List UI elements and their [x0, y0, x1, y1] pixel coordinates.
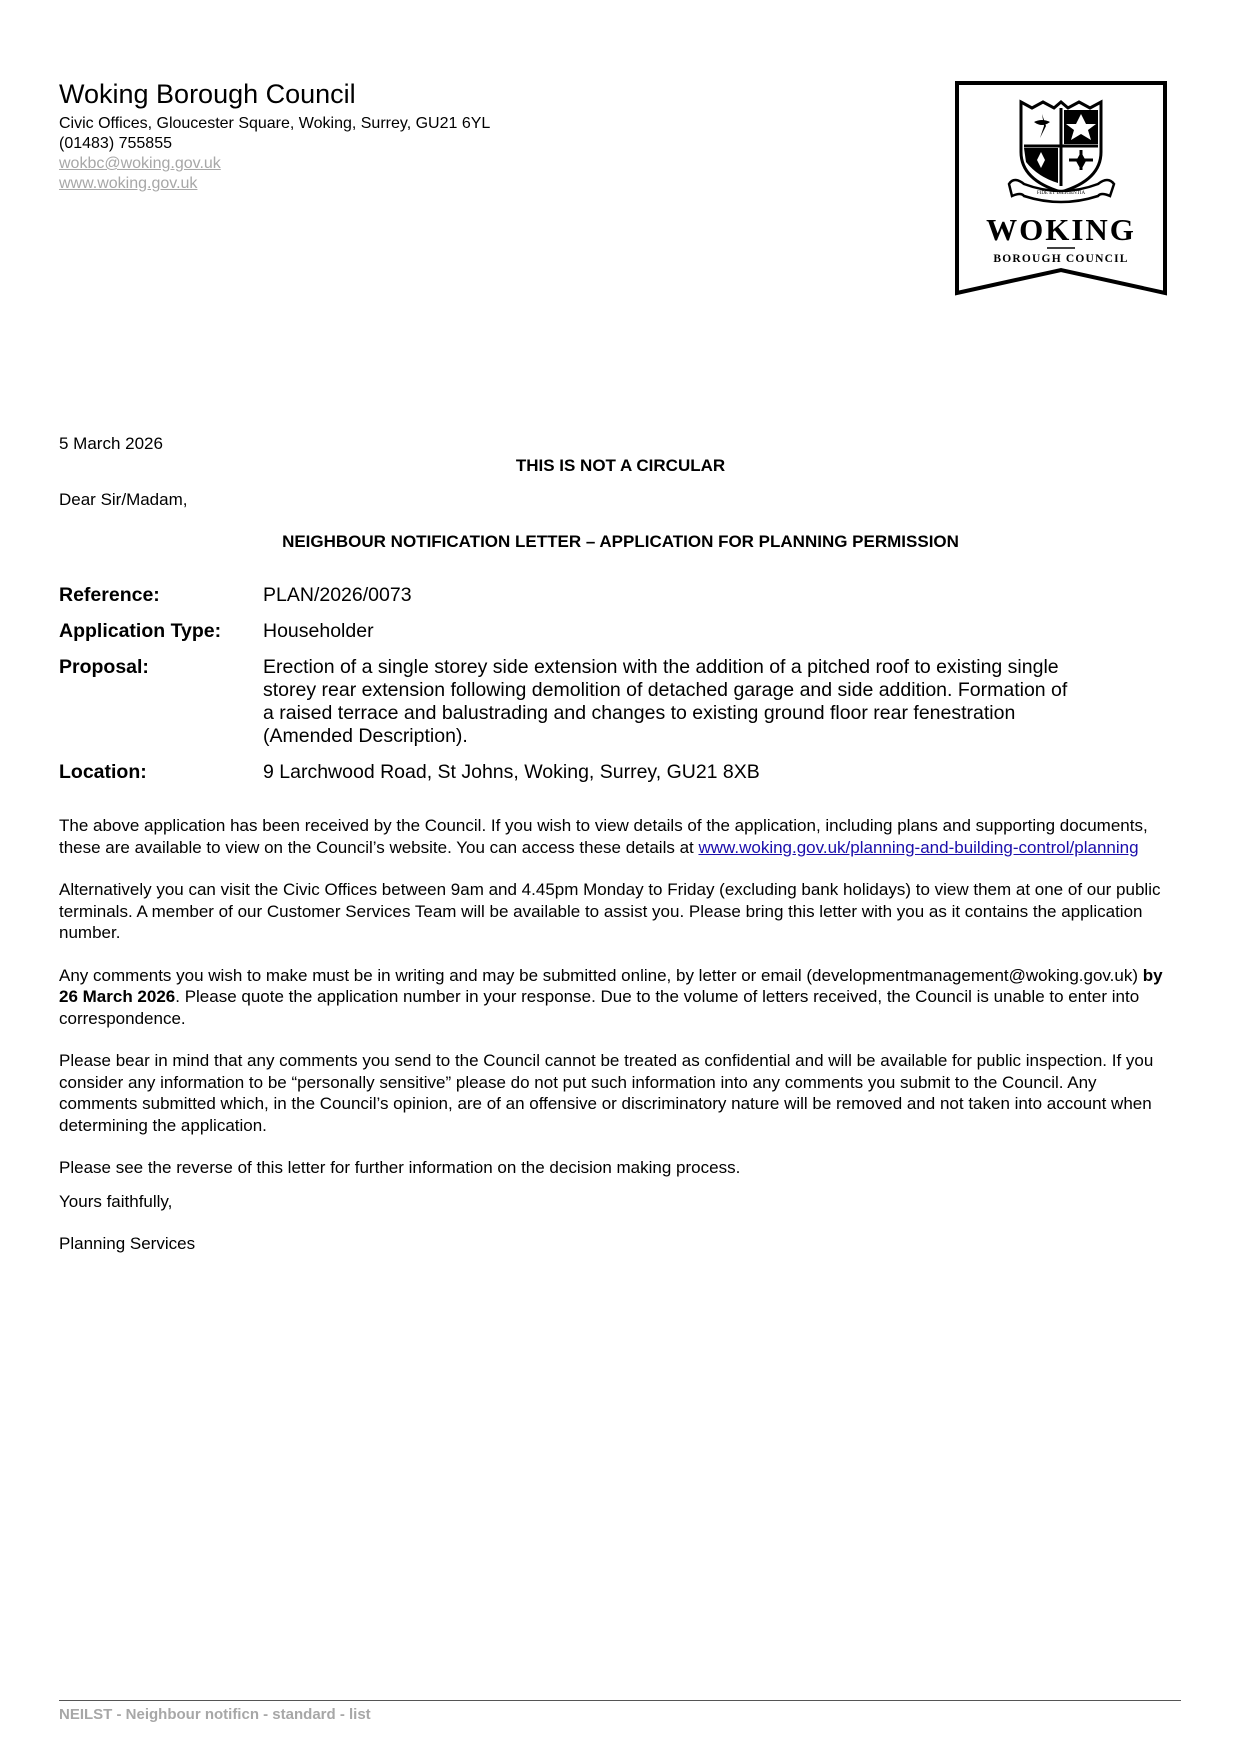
council-address: Civic Offices, Gloucester Square, Woking, Surrey, GU21 6YL	[59, 115, 491, 132]
signatory: Planning Services	[59, 1234, 196, 1253]
logo-subtitle: BOROUGH COUNCIL	[993, 253, 1129, 265]
paragraph-application-received	[59, 815, 1171, 858]
detail-row-location	[59, 761, 1169, 784]
detail-label: Reference:	[59, 584, 160, 606]
letter-title: NEIGHBOUR NOTIFICATION LETTER – APPLICATION FOR PLANNING PERMISSION	[282, 532, 959, 551]
contact-block	[59, 114, 490, 194]
not-circular-notice: THIS IS NOT A CIRCULAR	[515, 456, 726, 475]
salutation: Dear Sir/Madam,	[59, 490, 188, 509]
crest-shield-icon	[1021, 102, 1101, 192]
letter-date: 5 March 2026	[59, 434, 163, 453]
detail-row-reference	[59, 584, 1169, 607]
paragraph-text: The above application has been received by the Council. If you wish to view details of the application, including plans and supporting documents, these are available to view on the Council’s website. You can access these details at	[59, 816, 1148, 857]
paragraph-comments-deadline	[59, 965, 1171, 1030]
paragraph-see-reverse: Please see the reverse of this letter for further information on the decision making process.	[59, 1158, 741, 1177]
detail-value: Erection of a single storey side extension with the addition of a pitched roof to existing single storey rear extension following demolition of detached garage and side addition. Formation of a raised terrace and balustrading and changes to existing ground floor rear fenestration (Amended Description).	[263, 656, 1068, 747]
detail-row-application-type	[59, 620, 1169, 643]
footer-divider	[59, 1700, 1181, 1701]
logo-wordmark: WOKING	[986, 212, 1136, 247]
sign-off: Yours faithfully,	[59, 1191, 173, 1211]
detail-value: 9 Larchwood Road, St Johns, Woking, Surrey, GU21 8XB	[263, 761, 760, 783]
planning-website-link[interactable]: www.woking.gov.uk/planning-and-building-control/planning	[698, 837, 1139, 857]
council-website-link[interactable]: www.woking.gov.uk	[59, 175, 198, 192]
council-email-link[interactable]: wokbc@woking.gov.uk	[59, 155, 221, 172]
logo-motto: FIDE ET DILIGENTIA	[1036, 191, 1086, 196]
application-details	[59, 584, 1169, 797]
council-logo	[954, 80, 1168, 296]
detail-label: Application Type:	[59, 620, 222, 642]
detail-label: Proposal:	[59, 656, 149, 678]
closing	[59, 1191, 1171, 1255]
paragraph-confidentiality: Please bear in mind that any comments you send to the Council cannot be treated as confidential and will be available for public inspection. If you consider any information to be “personally sensitive” please do not put such information into any comments you submit to the Council. Any comments submitted which, in the Council’s opinion, are of an offensive or discriminatory nature will be removed and not taken into account when determining the application.	[59, 1051, 1154, 1135]
detail-value: Householder	[263, 620, 374, 642]
detail-value: PLAN/2026/0073	[263, 584, 412, 606]
paragraph-text: . Please quote the application number in your response. Due to the volume of letters received, the Council is unable to enter into correspondence.	[59, 987, 1140, 1028]
paragraph-civic-offices: Alternatively you can visit the Civic Offices between 9am and 4.45pm Monday to Friday (excluding bank holidays) to view them at one of our public terminals. A member of our Customer Services Team will be available to assist you. Please bring this letter with you as it contains the application number.	[59, 880, 1161, 942]
footer-code: NEILST - Neighbour notificn - standard - list	[59, 1706, 371, 1723]
detail-row-proposal	[59, 656, 1169, 748]
letter-body	[59, 815, 1171, 1255]
paragraph-text: Any comments you wish to make must be in writing and may be submitted online, by letter or email (developmentmanagement@woking.gov.uk)	[59, 965, 1143, 985]
council-name: Woking Borough Council	[59, 79, 356, 109]
comments-deadline: by 26 March 2026	[59, 965, 1163, 1006]
detail-label: Location:	[59, 761, 147, 783]
council-phone: (01483) 755855	[59, 135, 172, 152]
